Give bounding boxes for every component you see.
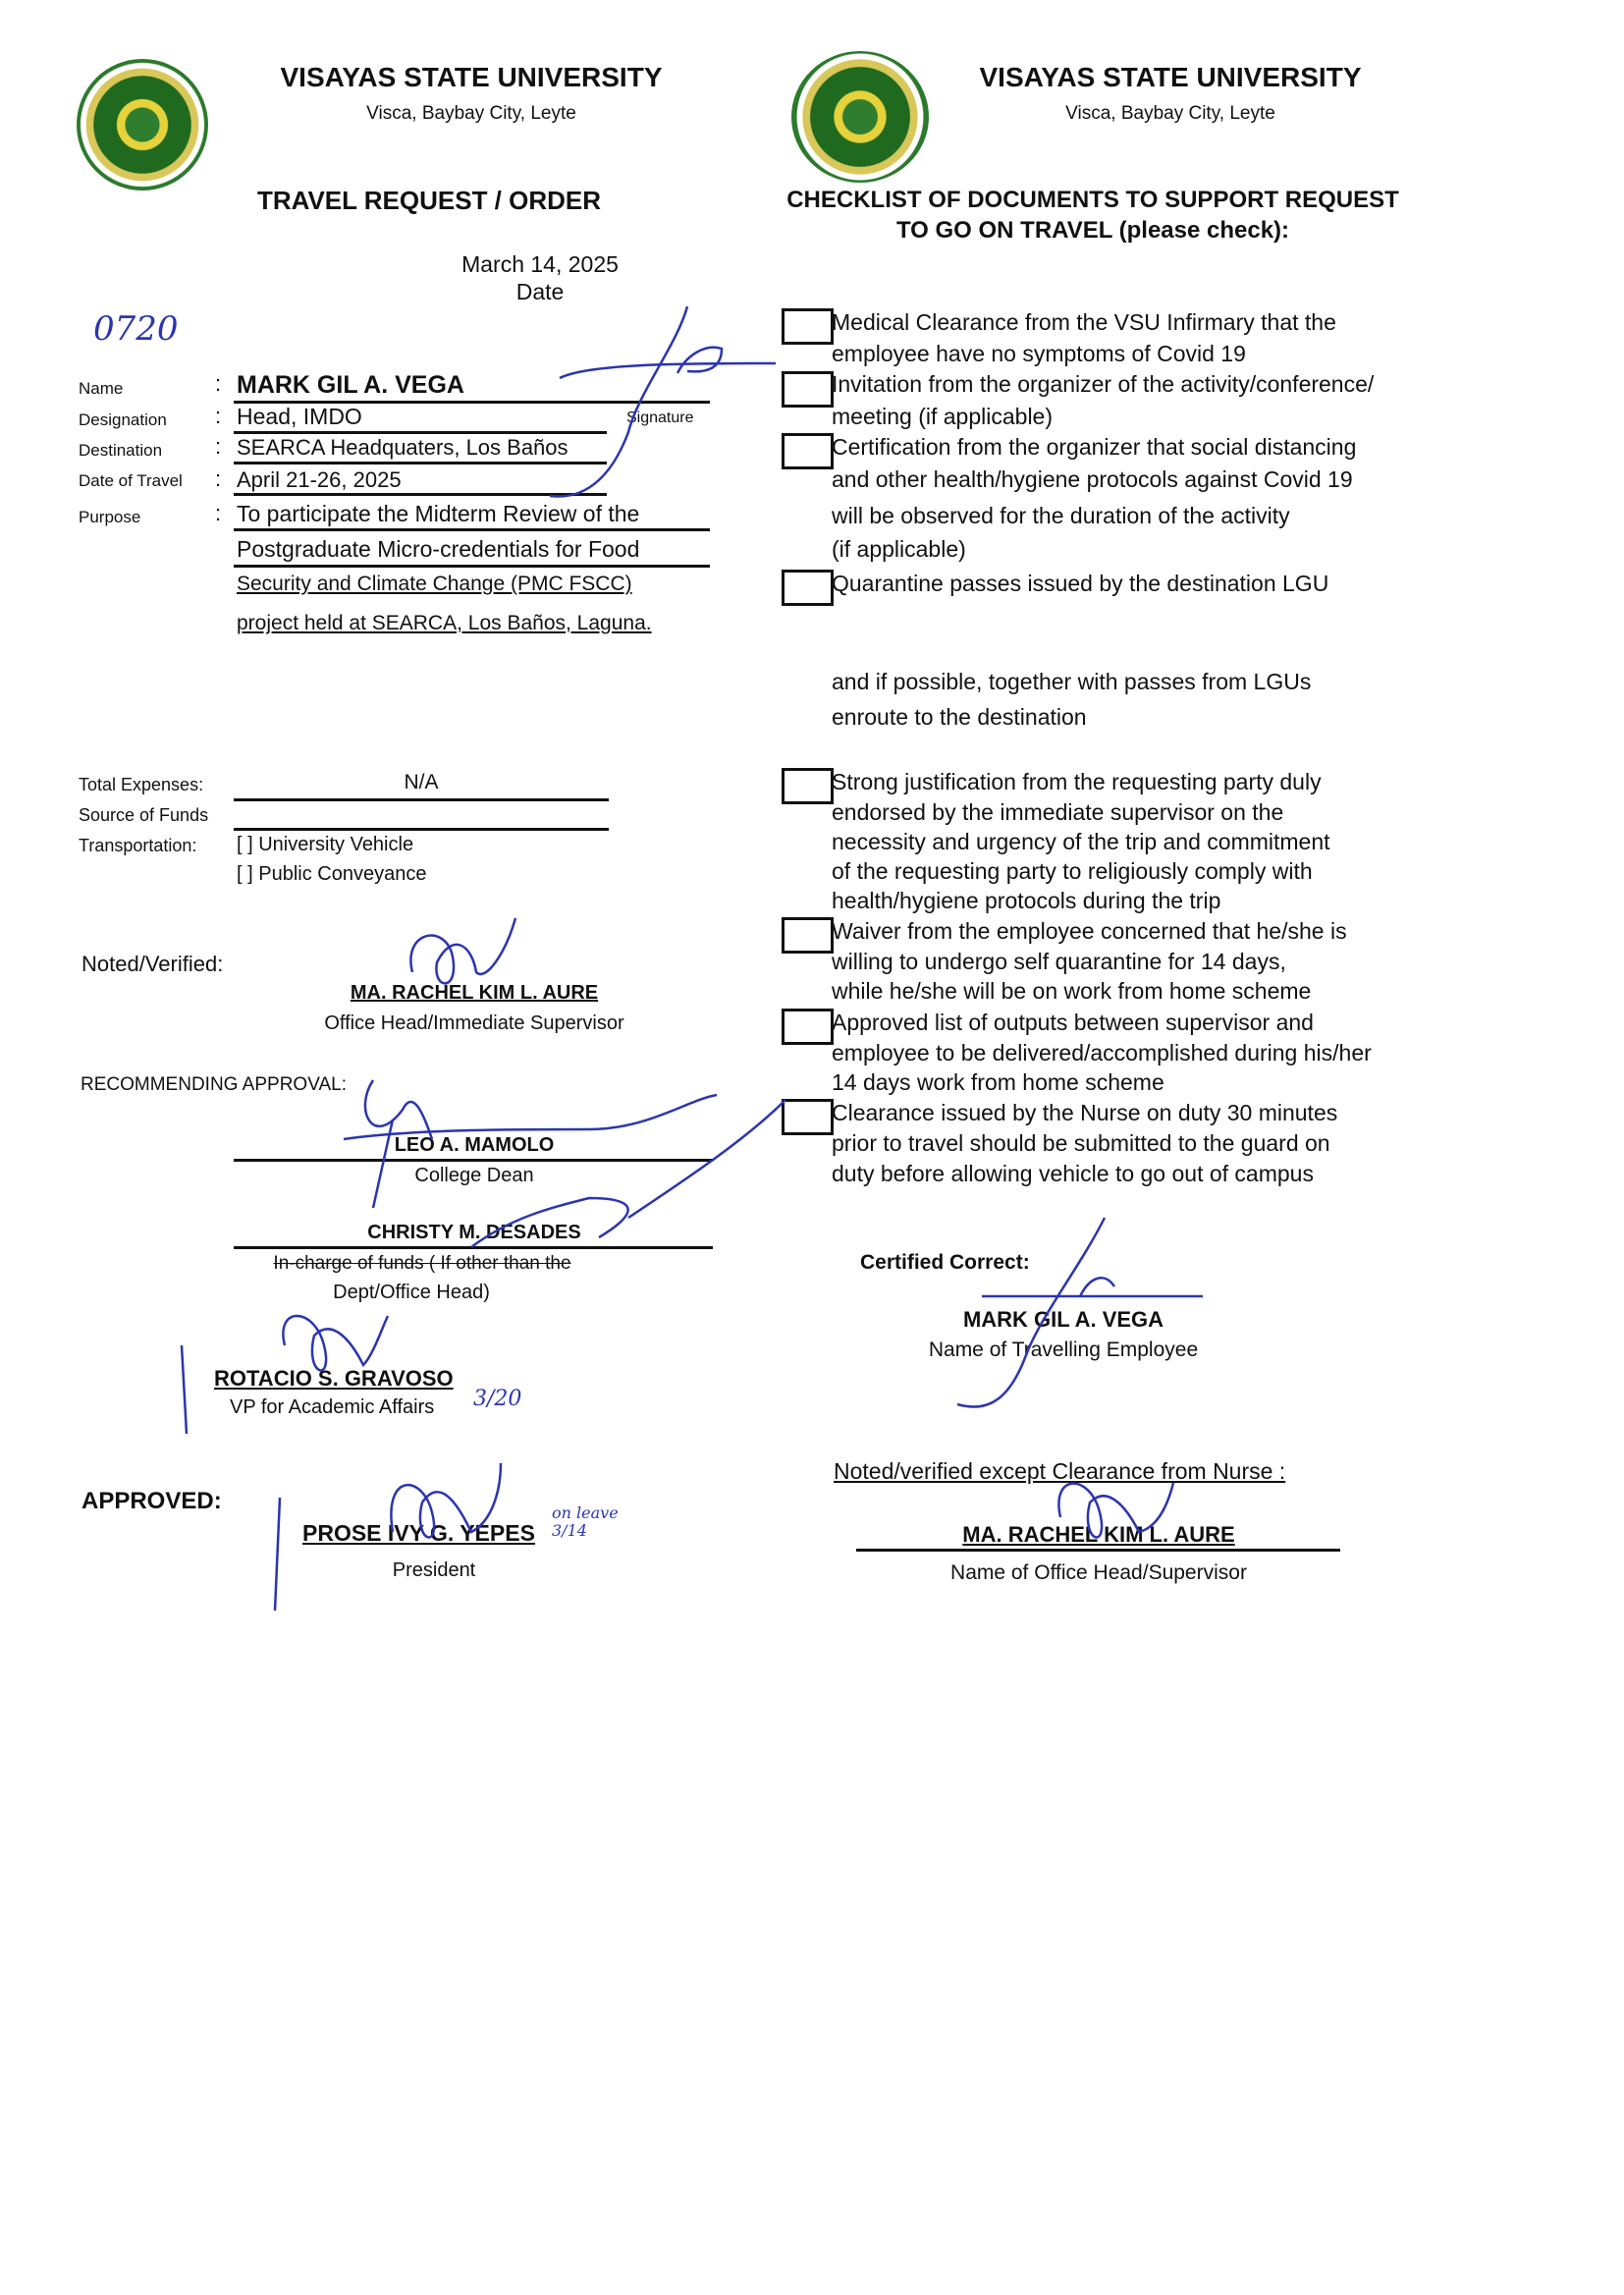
dean-underline [234, 1159, 713, 1162]
designation-value: Head, IMDO [237, 404, 362, 429]
checklist-item-6-line: Waiver from the employee concerned that he/she is [832, 918, 1347, 944]
checklist-checkbox-1[interactable] [782, 308, 834, 345]
checklist-item-2-line: meeting (if applicable) [832, 404, 1054, 429]
colon: : [215, 371, 222, 396]
checklist-item-5-line: Strong justification from the requesting party duly [832, 769, 1322, 794]
dean-title: College Dean [414, 1165, 534, 1186]
checklist-item-6-line: while he/she will be on work from home scheme [832, 978, 1312, 1004]
lgu-note-line-2: enroute to the destination [832, 704, 1087, 730]
transport-option-university-vehicle[interactable]: [ ] University Vehicle [237, 834, 414, 855]
office-head-title: Name of Office Head/Supervisor [950, 1561, 1247, 1584]
university-name-right: VISAYAS STATE UNIVERSITY [979, 62, 1362, 92]
request-date: March 14, 2025 [461, 251, 619, 277]
date-of-travel-value: April 21-26, 2025 [237, 467, 402, 492]
purpose-label: Purpose [79, 508, 141, 526]
vp-title: VP for Academic Affairs [230, 1396, 435, 1418]
purpose-line-4: project held at SEARCA, Los Baños, Laguna. [237, 612, 652, 634]
purpose-underline [234, 528, 710, 531]
transport-option-public-conveyance[interactable]: [ ] Public Conveyance [237, 863, 427, 885]
total-expenses-underline [234, 798, 609, 801]
date-of-travel-label: Date of Travel [79, 471, 183, 490]
president-annotation: on leave 3/14 [552, 1503, 619, 1540]
checklist-item-7-line: employee to be delivered/accomplished during his/her [832, 1040, 1372, 1066]
checklist-checkbox-7[interactable] [782, 1009, 834, 1045]
checklist-checkbox-8[interactable] [782, 1099, 834, 1135]
funds-officer-name: CHRISTY M. DESADES [367, 1222, 581, 1243]
dean-name: LEO A. MAMOLO [394, 1134, 555, 1156]
funds-officer-title-1: In-charge of funds ( If other than the [273, 1253, 571, 1274]
checklist-item-6-line: willing to undergo self quarantine for 14 days, [832, 949, 1286, 974]
date-label: Date [515, 279, 565, 304]
form-title: TRAVEL REQUEST / ORDER [256, 186, 602, 215]
checklist-item-5-line: health/hygiene protocols during the trip [832, 888, 1221, 913]
checklist-item-8-line: Clearance issued by the Nurse on duty 30 minutes [832, 1100, 1338, 1125]
university-name-left: VISAYAS STATE UNIVERSITY [280, 62, 663, 92]
colon: : [215, 404, 222, 428]
designation-underline [234, 431, 607, 434]
checklist-item-3-line: will be observed for the duration of the activity [832, 503, 1290, 528]
checklist-item-1-line: Medical Clearance from the VSU Infirmary that the [832, 309, 1336, 335]
colon: : [215, 466, 222, 491]
university-address-left: Visca, Baybay City, Leyte [366, 103, 576, 124]
colon: : [215, 434, 222, 459]
destination-underline [234, 462, 607, 464]
checklist-title-2: TO GO ON TRAVEL (please check): [895, 217, 1290, 244]
total-expenses-label: Total Expenses: [79, 775, 204, 794]
designation-label: Designation [79, 410, 167, 429]
signature-label: Signature [626, 410, 694, 426]
checklist-checkbox-2[interactable] [782, 371, 834, 408]
checklist-item-3-line: Certification from the organizer that social distancing [832, 434, 1357, 460]
checklist-item-5-line: necessity and urgency of the trip and commitment [832, 829, 1330, 854]
checklist-item-5-line: of the requesting party to religiously comply with [832, 858, 1313, 884]
office-head-name: MA. RACHEL KIM L. AURE [962, 1522, 1235, 1547]
checklist-item-3-line: (if applicable) [832, 536, 966, 562]
checklist-item-7-line: 14 days work from home scheme [832, 1069, 1164, 1095]
checklist-checkbox-4[interactable] [782, 570, 834, 606]
purpose-line-3: Security and Climate Change (PMC FSCC) [237, 573, 632, 595]
source-of-funds-label: Source of Funds [79, 805, 209, 825]
lgu-note-line-1: and if possible, together with passes from LGUs [832, 669, 1312, 694]
supervisor-title: Office Head/Immediate Supervisor [324, 1012, 624, 1034]
university-address-right: Visca, Baybay City, Leyte [1065, 103, 1275, 124]
date-of-travel-underline [234, 493, 607, 496]
destination-value: SEARCA Headquaters, Los Baños [237, 435, 568, 460]
approved-label: APPROVED: [81, 1488, 222, 1514]
checklist-item-3-line: and other health/hygiene protocols against Covid 19 [832, 466, 1353, 492]
total-expenses-value: N/A [404, 771, 439, 793]
president-name: PROSE IVY G. YEPES [302, 1520, 535, 1546]
noted-verified-label: Noted/Verified: [81, 952, 224, 976]
purpose-underline [234, 565, 710, 568]
destination-label: Destination [79, 441, 163, 460]
office-head-underline [856, 1549, 1340, 1552]
certified-correct-label: Certified Correct: [860, 1251, 1030, 1274]
vp-date-handwritten: 3/20 [473, 1387, 522, 1411]
traveller-title: Name of Travelling Employee [928, 1339, 1199, 1361]
purpose-line-1: To participate the Midterm Review of the [237, 501, 640, 526]
funds-officer-underline [234, 1246, 713, 1249]
funds-officer-title-2: Dept/Office Head) [333, 1282, 490, 1303]
checklist-item-8-line: duty before allowing vehicle to go out of campus [832, 1161, 1314, 1186]
handwritten-number: 0720 [93, 309, 179, 349]
transportation-label: Transportation: [79, 836, 197, 855]
checklist-title-1: CHECKLIST OF DOCUMENTS TO SUPPORT REQUEST [786, 187, 1399, 213]
purpose-line-2: Postgraduate Micro-credentials for Food [237, 536, 640, 562]
vp-name: ROTACIO S. GRAVOSO [214, 1366, 454, 1391]
recommending-approval-label: RECOMMENDING APPROVAL: [81, 1074, 347, 1095]
colon: : [215, 501, 222, 525]
checklist-item-4-line: Quarantine passes issued by the destination LGU [832, 571, 1329, 596]
name-label: Name [79, 379, 124, 398]
signature-supervisor [410, 918, 515, 983]
supervisor-name: MA. RACHEL KIM L. AURE [350, 982, 599, 1004]
checklist-checkbox-5[interactable] [782, 768, 834, 804]
source-of-funds-underline [234, 828, 609, 831]
traveller-name: MARK GIL A. VEGA [962, 1307, 1164, 1332]
checklist-checkbox-3[interactable] [782, 433, 834, 469]
president-title: President [392, 1559, 476, 1581]
name-value: MARK GIL A. VEGA [237, 371, 464, 399]
checklist-item-7-line: Approved list of outputs between supervisor and [832, 1010, 1314, 1035]
checklist-item-2-line: Invitation from the organizer of the activity/conference/ [832, 371, 1375, 397]
checklist-checkbox-6[interactable] [782, 917, 834, 954]
checklist-item-8-line: prior to travel should be submitted to the guard on [832, 1130, 1330, 1156]
checklist-item-5-line: endorsed by the immediate supervisor on the [832, 799, 1284, 825]
checklist-item-1-line: employee have no symptoms of Covid 19 [832, 341, 1246, 366]
noted-except-label: Noted/verified except Clearance from Nurse : [834, 1458, 1286, 1484]
